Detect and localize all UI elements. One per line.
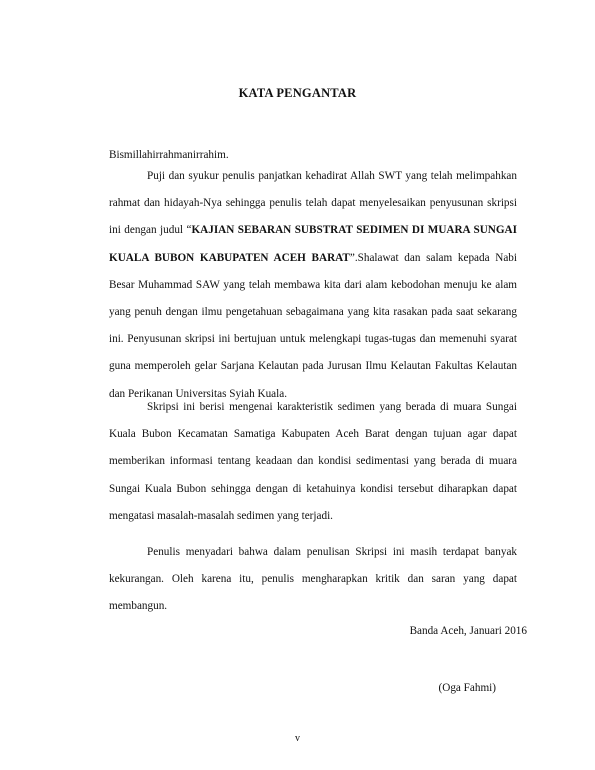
paragraph-1-text bbox=[109, 163, 517, 408]
page-title: KATA PENGANTAR bbox=[238, 86, 357, 100]
paragraph-3 bbox=[109, 539, 517, 621]
opening-greeting: Bismillahirrahmanirrahim. bbox=[109, 149, 229, 161]
paragraph-1-after: ”.Shalawat dan salam kepada Nabi Besar Muhammad SAW yang telah membawa kita dari alam kebodohan menuju ke alam yang penuh dengan ilmu pengetahuan sebagaimana yang kita rasakan pada saat sekarang ini. Penyusunan skripsi ini bertujuan untuk melengkapi tugas-tugas dan memenuhi syarat guna memperoleh gelar Sarjana Kelautan pada Jurusan Ilmu Kelautan Fakultas Kelautan dan Perikanan Universitas Syiah Kuala. bbox=[109, 251, 517, 400]
paragraph-1 bbox=[109, 163, 517, 408]
signature-place-date: Banda Aceh, Januari 2016 bbox=[409, 625, 527, 637]
paragraph-2 bbox=[109, 394, 517, 530]
paragraph-1-before: Puji dan syukur penulis panjatkan kehadirat Allah SWT yang telah melimpahkan rahmat dan hidayah-Nya sehingga penulis telah dapat menyelesaikan penyusunan skripsi ini dengan judul “ bbox=[109, 170, 517, 237]
page-number: v bbox=[295, 733, 300, 744]
thesis-title: KAJIAN SEBARAN SUBSTRAT SEDIMEN DI MUARA SUNGAI KUALA BUBON KABUPATEN ACEH BARAT bbox=[109, 224, 517, 264]
paragraph-2-text: Skripsi ini berisi mengenai karakteristik sedimen yang berada di muara Sungai Kuala Bubon Kecamatan Samatiga Kabupaten Aceh Barat dengan tujuan agar dapat memberikan informasi tentang keadaan dan kondisi sedimentasi yang berada di muara Sungai Kuala Bubon sehingga dengan di ketahuinya kondisi tersebut diharapkan dapat mengatasi masalah-masalah sedimen yang terjadi. bbox=[109, 401, 517, 522]
signature-name: (Oga Fahmi) bbox=[438, 682, 496, 694]
paragraph-3-text: Penulis menyadari bahwa dalam penulisan Skripsi ini masih terdapat banyak kekurangan. Oleh karena itu, penulis mengharapkan kritik dan saran yang dapat membangun. bbox=[109, 546, 517, 613]
